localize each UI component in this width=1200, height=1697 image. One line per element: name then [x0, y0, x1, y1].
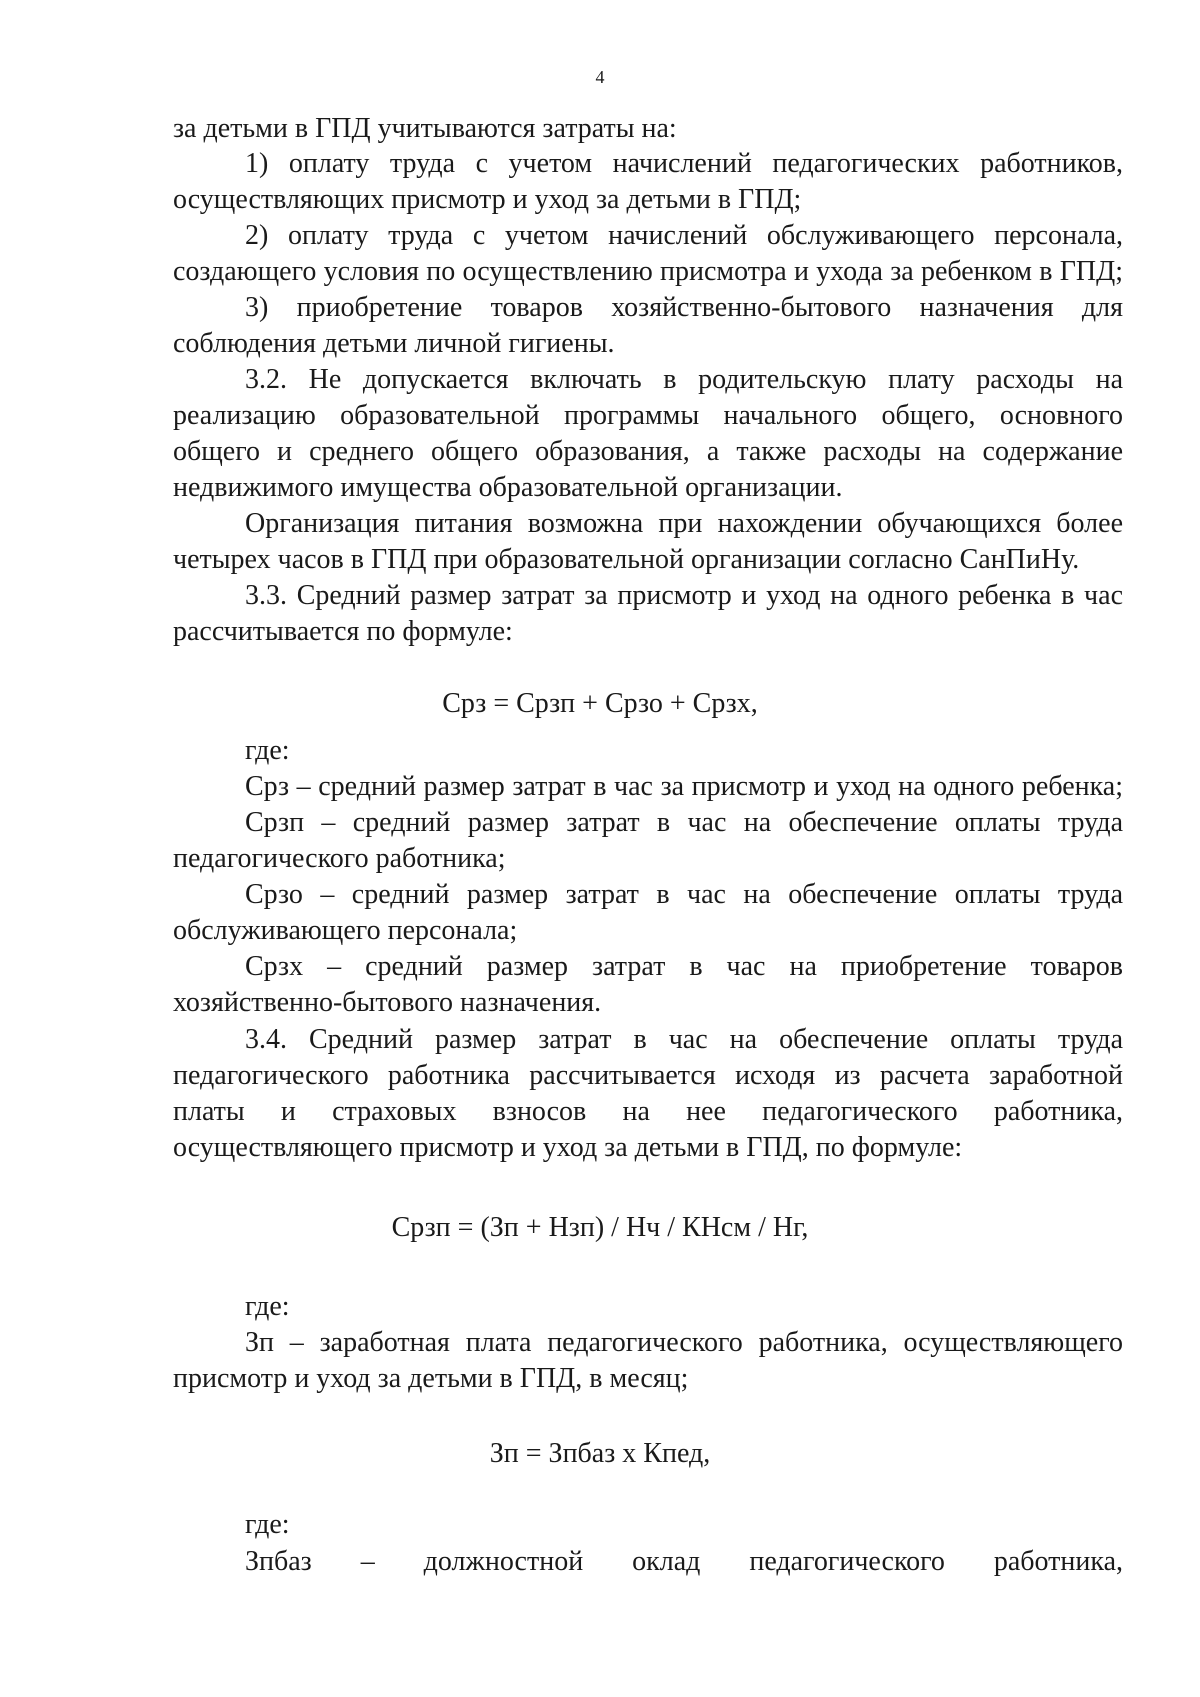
text-line: общего и среднего общего образования, а также расходы на содержание [173, 436, 1123, 467]
text-line: где: [245, 735, 290, 766]
text-line: Зп – заработная плата педагогического работника, осуществляющего [245, 1327, 1123, 1358]
text-line: 3.4. Средний размер затрат в час на обеспечение оплаты труда [245, 1024, 1123, 1055]
text-line: 3.2. Не допускается включать в родительскую плату расходы на [245, 364, 1123, 395]
text-line: за детьми в ГПД учитываются затраты на: [173, 113, 677, 144]
text-line: осуществляющего присмотр и уход за детьми в ГПД, по формуле: [173, 1132, 963, 1163]
text-line: 1) оплату труда с учетом начислений педагогических работников, [245, 148, 1123, 179]
text-line: присмотр и уход за детьми в ГПД, в месяц; [173, 1363, 689, 1394]
page-number: 4 [595, 67, 605, 87]
text-line: четырех часов в ГПД при образовательной организации согласно СанПиНу. [173, 544, 1080, 575]
formula: Срз = Срзп + Срзо + Срзх, [442, 688, 758, 719]
text-line: платы и страховых взносов на нее педагогического работника, [173, 1096, 1123, 1127]
text-line: соблюдения детьми личной гигиены. [173, 328, 615, 359]
text-line: педагогического работника рассчитывается исходя из расчета заработной [173, 1060, 1123, 1091]
text-line: педагогического работника; [173, 843, 506, 874]
text-line: Срзо – средний размер затрат в час на обеспечение оплаты труда [245, 879, 1123, 910]
text-line: осуществляющих присмотр и уход за детьми в ГПД; [173, 184, 802, 215]
text-line: Срз – средний размер затрат в час за присмотр и уход на одного ребенка; [245, 771, 1123, 802]
text-line: рассчитывается по формуле: [173, 616, 513, 647]
text-line: Срзп – средний размер затрат в час на обеспечение оплаты труда [245, 807, 1123, 838]
text-line: Зпбаз – должностной оклад педагогического работника, [245, 1546, 1123, 1577]
formula: Зп = Зпбаз х Кпед, [489, 1438, 711, 1469]
text-line: создающего условия по осуществлению присмотра и ухода за ребенком в ГПД; [173, 256, 1123, 287]
text-line: Организация питания возможна при нахождении обучающихся более [245, 508, 1123, 539]
text-line: Срзх – средний размер затрат в час на приобретение товаров [245, 951, 1123, 982]
text-line: где: [245, 1291, 290, 1322]
text-line: обслуживающего персонала; [173, 915, 518, 946]
text-line: 3) приобретение товаров хозяйственно-бытового назначения для [245, 292, 1123, 323]
text-line: 3.3. Средний размер затрат за присмотр и уход на одного ребенка в час [245, 580, 1123, 611]
text-line: реализацию образовательной программы начального общего, основного [173, 400, 1123, 431]
text-line: хозяйственно-бытового назначения. [173, 987, 602, 1018]
text-line: где: [245, 1509, 290, 1540]
formula: Срзп = (Зп + Нзп) / Нч / КНсм / Нг, [391, 1212, 809, 1243]
text-line: недвижимого имущества образовательной организации. [173, 472, 843, 503]
text-line: 2) оплату труда с учетом начислений обслуживающего персонала, [245, 220, 1123, 251]
